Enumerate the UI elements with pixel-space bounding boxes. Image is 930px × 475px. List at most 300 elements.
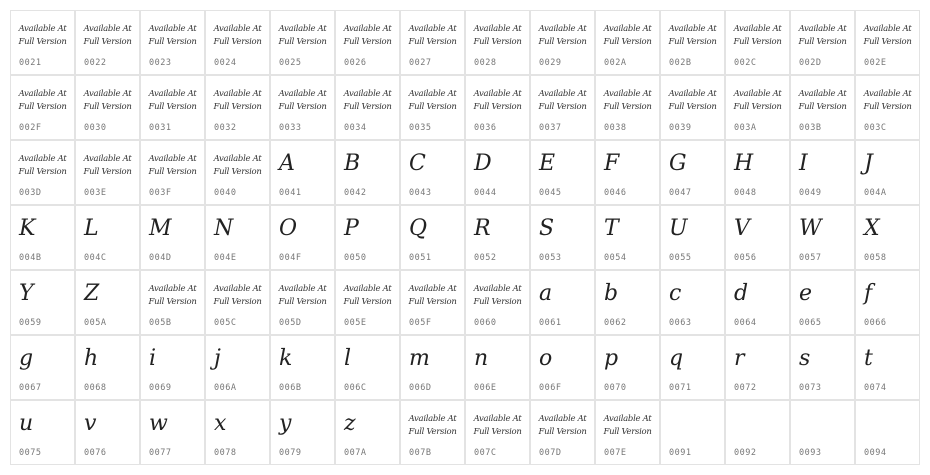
codepoint-label: 0023 [149,58,172,68]
placeholder-line2: Full Version [343,102,392,112]
placeholder-text [76,153,139,179]
glyph-preview: R [474,216,491,241]
placeholder-text [466,23,529,49]
placeholder-text [596,88,659,114]
placeholder-text [141,283,204,309]
placeholder-line2: Full Version [668,37,717,47]
glyph-preview: u [19,411,34,436]
placeholder-line2: Full Version [278,37,327,47]
glyph-cell-0065[interactable] [790,270,855,335]
codepoint-label: 0033 [279,123,302,133]
codepoint-label: 005F [409,318,432,328]
placeholder-line2: Full Version [18,37,67,47]
placeholder-line1: Available At [18,24,67,34]
placeholder-line1: Available At [148,284,197,294]
placeholder-line2: Full Version [213,167,262,177]
codepoint-label: 0066 [864,318,887,328]
glyph-cell-002D[interactable] [790,10,855,75]
glyph-cell-0062[interactable] [595,270,660,335]
glyph-cell-005D[interactable] [270,270,335,335]
glyph-cell-002F[interactable] [10,75,75,140]
placeholder-text [206,283,269,309]
placeholder-line1: Available At [733,89,782,99]
codepoint-label: 0036 [474,123,497,133]
glyph-cell-0066[interactable] [855,270,920,335]
glyph-cell-004E[interactable] [205,205,270,270]
glyph-cell-0046[interactable] [595,140,660,205]
codepoint-label: 0055 [669,253,692,263]
glyph-cell-0021[interactable] [10,10,75,75]
placeholder-text [531,413,594,439]
glyph-cell-0067[interactable] [10,335,75,400]
placeholder-text [466,88,529,114]
codepoint-label: 006A [214,383,237,393]
placeholder-text [206,88,269,114]
codepoint-label: 0038 [604,123,627,133]
placeholder-text [11,153,74,179]
codepoint-label: 0075 [19,448,42,458]
glyph-cell-0064[interactable] [725,270,790,335]
glyph-cell-0058[interactable] [855,205,920,270]
placeholder-line1: Available At [83,24,132,34]
glyph-cell-004C[interactable] [75,205,140,270]
glyph-cell-003E[interactable] [75,140,140,205]
glyph-cell-0022[interactable] [75,10,140,75]
placeholder-line1: Available At [538,89,587,99]
glyph-preview: C [409,151,426,176]
codepoint-label: 002E [864,58,887,68]
glyph-cell-0068[interactable] [75,335,140,400]
placeholder-line2: Full Version [408,102,457,112]
placeholder-line1: Available At [603,24,652,34]
codepoint-label: 0035 [409,123,432,133]
glyph-cell-005C[interactable] [205,270,270,335]
placeholder-line2: Full Version [538,427,587,437]
glyph-preview: p [604,346,619,371]
codepoint-label: 0042 [344,188,367,198]
placeholder-text [466,413,529,439]
codepoint-label: 0058 [864,253,887,263]
glyph-cell-0071[interactable] [660,335,725,400]
codepoint-label: 0076 [84,448,107,458]
codepoint-label: 0060 [474,318,497,328]
glyph-cell-005B[interactable] [140,270,205,335]
glyph-cell-004A[interactable] [855,140,920,205]
glyph-cell-0054[interactable] [595,205,660,270]
glyph-cell-0056[interactable] [725,205,790,270]
glyph-cell-0091[interactable] [660,400,725,465]
glyph-cell-006D[interactable] [400,335,465,400]
codepoint-label: 002F [19,123,42,133]
placeholder-line2: Full Version [148,167,197,177]
placeholder-text [401,88,464,114]
glyph-preview: Y [19,281,34,306]
placeholder-line2: Full Version [473,102,522,112]
codepoint-label: 0064 [734,318,757,328]
glyph-cell-003D[interactable] [10,140,75,205]
glyph-preview: G [669,151,687,176]
codepoint-label: 0045 [539,188,562,198]
codepoint-label: 0048 [734,188,757,198]
codepoint-label: 0024 [214,58,237,68]
glyph-cell-0037[interactable] [530,75,595,140]
placeholder-line1: Available At [148,89,197,99]
placeholder-text [271,283,334,309]
placeholder-line1: Available At [798,24,847,34]
placeholder-line1: Available At [278,24,327,34]
codepoint-label: 0046 [604,188,627,198]
glyph-cell-0078[interactable] [205,400,270,465]
glyph-cell-0034[interactable] [335,75,400,140]
glyph-preview: B [344,151,361,176]
glyph-preview: f [864,281,873,306]
codepoint-label: 004F [279,253,302,263]
glyph-cell-0043[interactable] [400,140,465,205]
glyph-cell-0042[interactable] [335,140,400,205]
codepoint-label: 003B [799,123,822,133]
glyph-preview: j [214,346,221,371]
placeholder-text [401,413,464,439]
glyph-cell-0055[interactable] [660,205,725,270]
glyph-cell-006A[interactable] [205,335,270,400]
placeholder-line2: Full Version [148,37,197,47]
glyph-cell-004F[interactable] [270,205,335,270]
codepoint-label: 003E [84,188,107,198]
codepoint-label: 0031 [149,123,172,133]
glyph-cell-0029[interactable] [530,10,595,75]
placeholder-line2: Full Version [278,297,327,307]
glyph-preview: F [604,151,620,176]
glyph-preview: i [149,346,157,371]
glyph-preview: I [799,151,808,176]
placeholder-line1: Available At [473,414,522,424]
codepoint-label: 006B [279,383,302,393]
placeholder-line1: Available At [148,24,197,34]
glyph-cell-0073[interactable] [790,335,855,400]
glyph-preview: O [279,216,298,241]
glyph-cell-0093[interactable] [790,400,855,465]
codepoint-label: 004D [149,253,172,263]
glyph-preview: e [799,281,813,306]
codepoint-label: 0063 [669,318,692,328]
glyph-cell-004B[interactable] [10,205,75,270]
glyph-cell-0030[interactable] [75,75,140,140]
placeholder-line1: Available At [668,24,717,34]
codepoint-label: 0078 [214,448,237,458]
placeholder-text [791,88,854,114]
codepoint-label: 004C [84,253,107,263]
codepoint-label: 0057 [799,253,822,263]
glyph-preview: N [214,216,234,241]
placeholder-line2: Full Version [83,37,132,47]
glyph-cell-0060[interactable] [465,270,530,335]
codepoint-label: 0032 [214,123,237,133]
codepoint-label: 004E [214,253,237,263]
glyph-preview: m [409,346,430,371]
glyph-cell-007E[interactable] [595,400,660,465]
codepoint-label: 0050 [344,253,367,263]
glyph-cell-002C[interactable] [725,10,790,75]
glyph-preview: K [19,216,36,241]
glyph-cell-0079[interactable] [270,400,335,465]
glyph-cell-002E[interactable] [855,10,920,75]
codepoint-label: 0025 [279,58,302,68]
glyph-cell-007D[interactable] [530,400,595,465]
codepoint-label: 0072 [734,383,757,393]
codepoint-label: 0037 [539,123,562,133]
glyph-preview: a [539,281,553,306]
codepoint-label: 005E [344,318,367,328]
placeholder-line2: Full Version [668,102,717,112]
glyph-preview: z [344,411,356,436]
codepoint-label: 007C [474,448,497,458]
glyph-cell-0026[interactable] [335,10,400,75]
glyph-cell-005A[interactable] [75,270,140,335]
glyph-cell-0072[interactable] [725,335,790,400]
glyph-cell-0032[interactable] [205,75,270,140]
placeholder-text [726,88,789,114]
glyph-cell-0052[interactable] [465,205,530,270]
placeholder-line1: Available At [408,24,457,34]
codepoint-label: 0051 [409,253,432,263]
glyph-preview: v [84,411,97,436]
placeholder-text [401,23,464,49]
codepoint-label: 0030 [84,123,107,133]
glyph-cell-0059[interactable] [10,270,75,335]
glyph-cell-0061[interactable] [530,270,595,335]
codepoint-label: 0094 [864,448,887,458]
glyph-cell-0074[interactable] [855,335,920,400]
glyph-cell-0028[interactable] [465,10,530,75]
placeholder-text [206,153,269,179]
glyph-preview: q [669,346,684,371]
placeholder-line2: Full Version [538,37,587,47]
glyph-cell-0027[interactable] [400,10,465,75]
glyph-cell-005F[interactable] [400,270,465,335]
codepoint-label: 003F [149,188,172,198]
glyph-cell-006B[interactable] [270,335,335,400]
placeholder-text [141,23,204,49]
glyph-cell-004D[interactable] [140,205,205,270]
glyph-cell-003F[interactable] [140,140,205,205]
glyph-cell-0092[interactable] [725,400,790,465]
glyph-cell-0041[interactable] [270,140,335,205]
placeholder-line1: Available At [473,284,522,294]
placeholder-line1: Available At [668,89,717,99]
codepoint-label: 0034 [344,123,367,133]
codepoint-label: 0091 [669,448,692,458]
codepoint-label: 006E [474,383,497,393]
codepoint-label: 005C [214,318,237,328]
glyph-cell-003C[interactable] [855,75,920,140]
placeholder-line2: Full Version [473,297,522,307]
glyph-preview: r [734,346,745,371]
glyph-cell-0024[interactable] [205,10,270,75]
placeholder-line2: Full Version [408,37,457,47]
glyph-cell-0063[interactable] [660,270,725,335]
codepoint-label: 0073 [799,383,822,393]
glyph-grid [10,10,920,465]
glyph-cell-0044[interactable] [465,140,530,205]
glyph-cell-0049[interactable] [790,140,855,205]
glyph-cell-0076[interactable] [75,400,140,465]
placeholder-line2: Full Version [18,102,67,112]
placeholder-text [336,283,399,309]
codepoint-label: 007A [344,448,367,458]
placeholder-line1: Available At [278,89,327,99]
codepoint-label: 005A [84,318,107,328]
placeholder-line1: Available At [213,284,262,294]
codepoint-label: 0070 [604,383,627,393]
placeholder-line2: Full Version [18,167,67,177]
placeholder-text [11,23,74,49]
codepoint-label: 0043 [409,188,432,198]
glyph-cell-0031[interactable] [140,75,205,140]
glyph-cell-0050[interactable] [335,205,400,270]
placeholder-text [336,23,399,49]
codepoint-label: 0041 [279,188,302,198]
codepoint-label: 007E [604,448,627,458]
glyph-cell-0070[interactable] [595,335,660,400]
glyph-cell-0077[interactable] [140,400,205,465]
glyph-cell-006F[interactable] [530,335,595,400]
placeholder-text [661,23,724,49]
placeholder-line2: Full Version [213,102,262,112]
codepoint-label: 005B [149,318,172,328]
placeholder-line1: Available At [18,89,67,99]
glyph-cell-0039[interactable] [660,75,725,140]
glyph-preview: h [84,346,99,371]
placeholder-text [271,88,334,114]
placeholder-line1: Available At [213,154,262,164]
placeholder-line1: Available At [863,89,912,99]
glyph-cell-006E[interactable] [465,335,530,400]
placeholder-line2: Full Version [83,102,132,112]
placeholder-line1: Available At [343,89,392,99]
glyph-preview: n [474,346,489,371]
codepoint-label: 003A [734,123,757,133]
glyph-preview: d [734,281,749,306]
glyph-cell-007C[interactable] [465,400,530,465]
placeholder-line1: Available At [538,414,587,424]
glyph-cell-007A[interactable] [335,400,400,465]
glyph-cell-0094[interactable] [855,400,920,465]
glyph-preview: P [344,216,359,241]
placeholder-line2: Full Version [408,427,457,437]
placeholder-line1: Available At [278,284,327,294]
codepoint-label: 0044 [474,188,497,198]
placeholder-text [141,88,204,114]
glyph-cell-005E[interactable] [335,270,400,335]
glyph-cell-0036[interactable] [465,75,530,140]
codepoint-label: 002A [604,58,627,68]
placeholder-line2: Full Version [603,102,652,112]
placeholder-line2: Full Version [473,37,522,47]
glyph-preview: V [734,216,750,241]
placeholder-line1: Available At [473,89,522,99]
placeholder-text [726,23,789,49]
glyph-preview: o [539,346,553,371]
codepoint-label: 0056 [734,253,757,263]
placeholder-line2: Full Version [798,102,847,112]
codepoint-label: 0053 [539,253,562,263]
placeholder-text [401,283,464,309]
placeholder-text [856,23,919,49]
glyph-preview: l [344,346,352,371]
codepoint-label: 0028 [474,58,497,68]
glyph-preview: y [279,411,292,436]
glyph-cell-0075[interactable] [10,400,75,465]
codepoint-label: 0052 [474,253,497,263]
placeholder-line2: Full Version [83,167,132,177]
placeholder-line1: Available At [798,89,847,99]
glyph-cell-0038[interactable] [595,75,660,140]
glyph-cell-003B[interactable] [790,75,855,140]
glyph-cell-0057[interactable] [790,205,855,270]
codepoint-label: 002B [669,58,692,68]
placeholder-line1: Available At [733,24,782,34]
codepoint-label: 006C [344,383,367,393]
glyph-cell-0047[interactable] [660,140,725,205]
codepoint-label: 003C [864,123,887,133]
codepoint-label: 0054 [604,253,627,263]
glyph-cell-0040[interactable] [205,140,270,205]
codepoint-label: 0079 [279,448,302,458]
placeholder-line2: Full Version [213,37,262,47]
glyph-cell-0033[interactable] [270,75,335,140]
glyph-cell-006C[interactable] [335,335,400,400]
placeholder-line2: Full Version [343,297,392,307]
placeholder-text [596,413,659,439]
codepoint-label: 0061 [539,318,562,328]
placeholder-line1: Available At [83,154,132,164]
glyph-cell-0048[interactable] [725,140,790,205]
placeholder-line2: Full Version [473,427,522,437]
glyph-preview: A [279,151,295,176]
glyph-cell-0023[interactable] [140,10,205,75]
codepoint-label: 004B [19,253,42,263]
glyph-cell-002A[interactable] [595,10,660,75]
placeholder-line1: Available At [213,24,262,34]
placeholder-line2: Full Version [538,102,587,112]
glyph-preview: U [669,216,688,241]
codepoint-label: 002D [799,58,822,68]
glyph-preview: w [149,411,168,436]
glyph-preview: b [604,281,619,306]
glyph-cell-0051[interactable] [400,205,465,270]
glyph-cell-003A[interactable] [725,75,790,140]
placeholder-line1: Available At [408,284,457,294]
placeholder-text [11,88,74,114]
placeholder-line1: Available At [408,89,457,99]
glyph-cell-0053[interactable] [530,205,595,270]
placeholder-line2: Full Version [603,37,652,47]
codepoint-label: 0065 [799,318,822,328]
placeholder-line2: Full Version [733,102,782,112]
glyph-cell-007B[interactable] [400,400,465,465]
glyph-cell-0069[interactable] [140,335,205,400]
codepoint-label: 0071 [669,383,692,393]
glyph-cell-0035[interactable] [400,75,465,140]
codepoint-label: 005D [279,318,302,328]
glyph-cell-0045[interactable] [530,140,595,205]
placeholder-text [466,283,529,309]
glyph-cell-0025[interactable] [270,10,335,75]
codepoint-label: 0074 [864,383,887,393]
placeholder-line1: Available At [213,89,262,99]
placeholder-line1: Available At [538,24,587,34]
glyph-cell-002B[interactable] [660,10,725,75]
